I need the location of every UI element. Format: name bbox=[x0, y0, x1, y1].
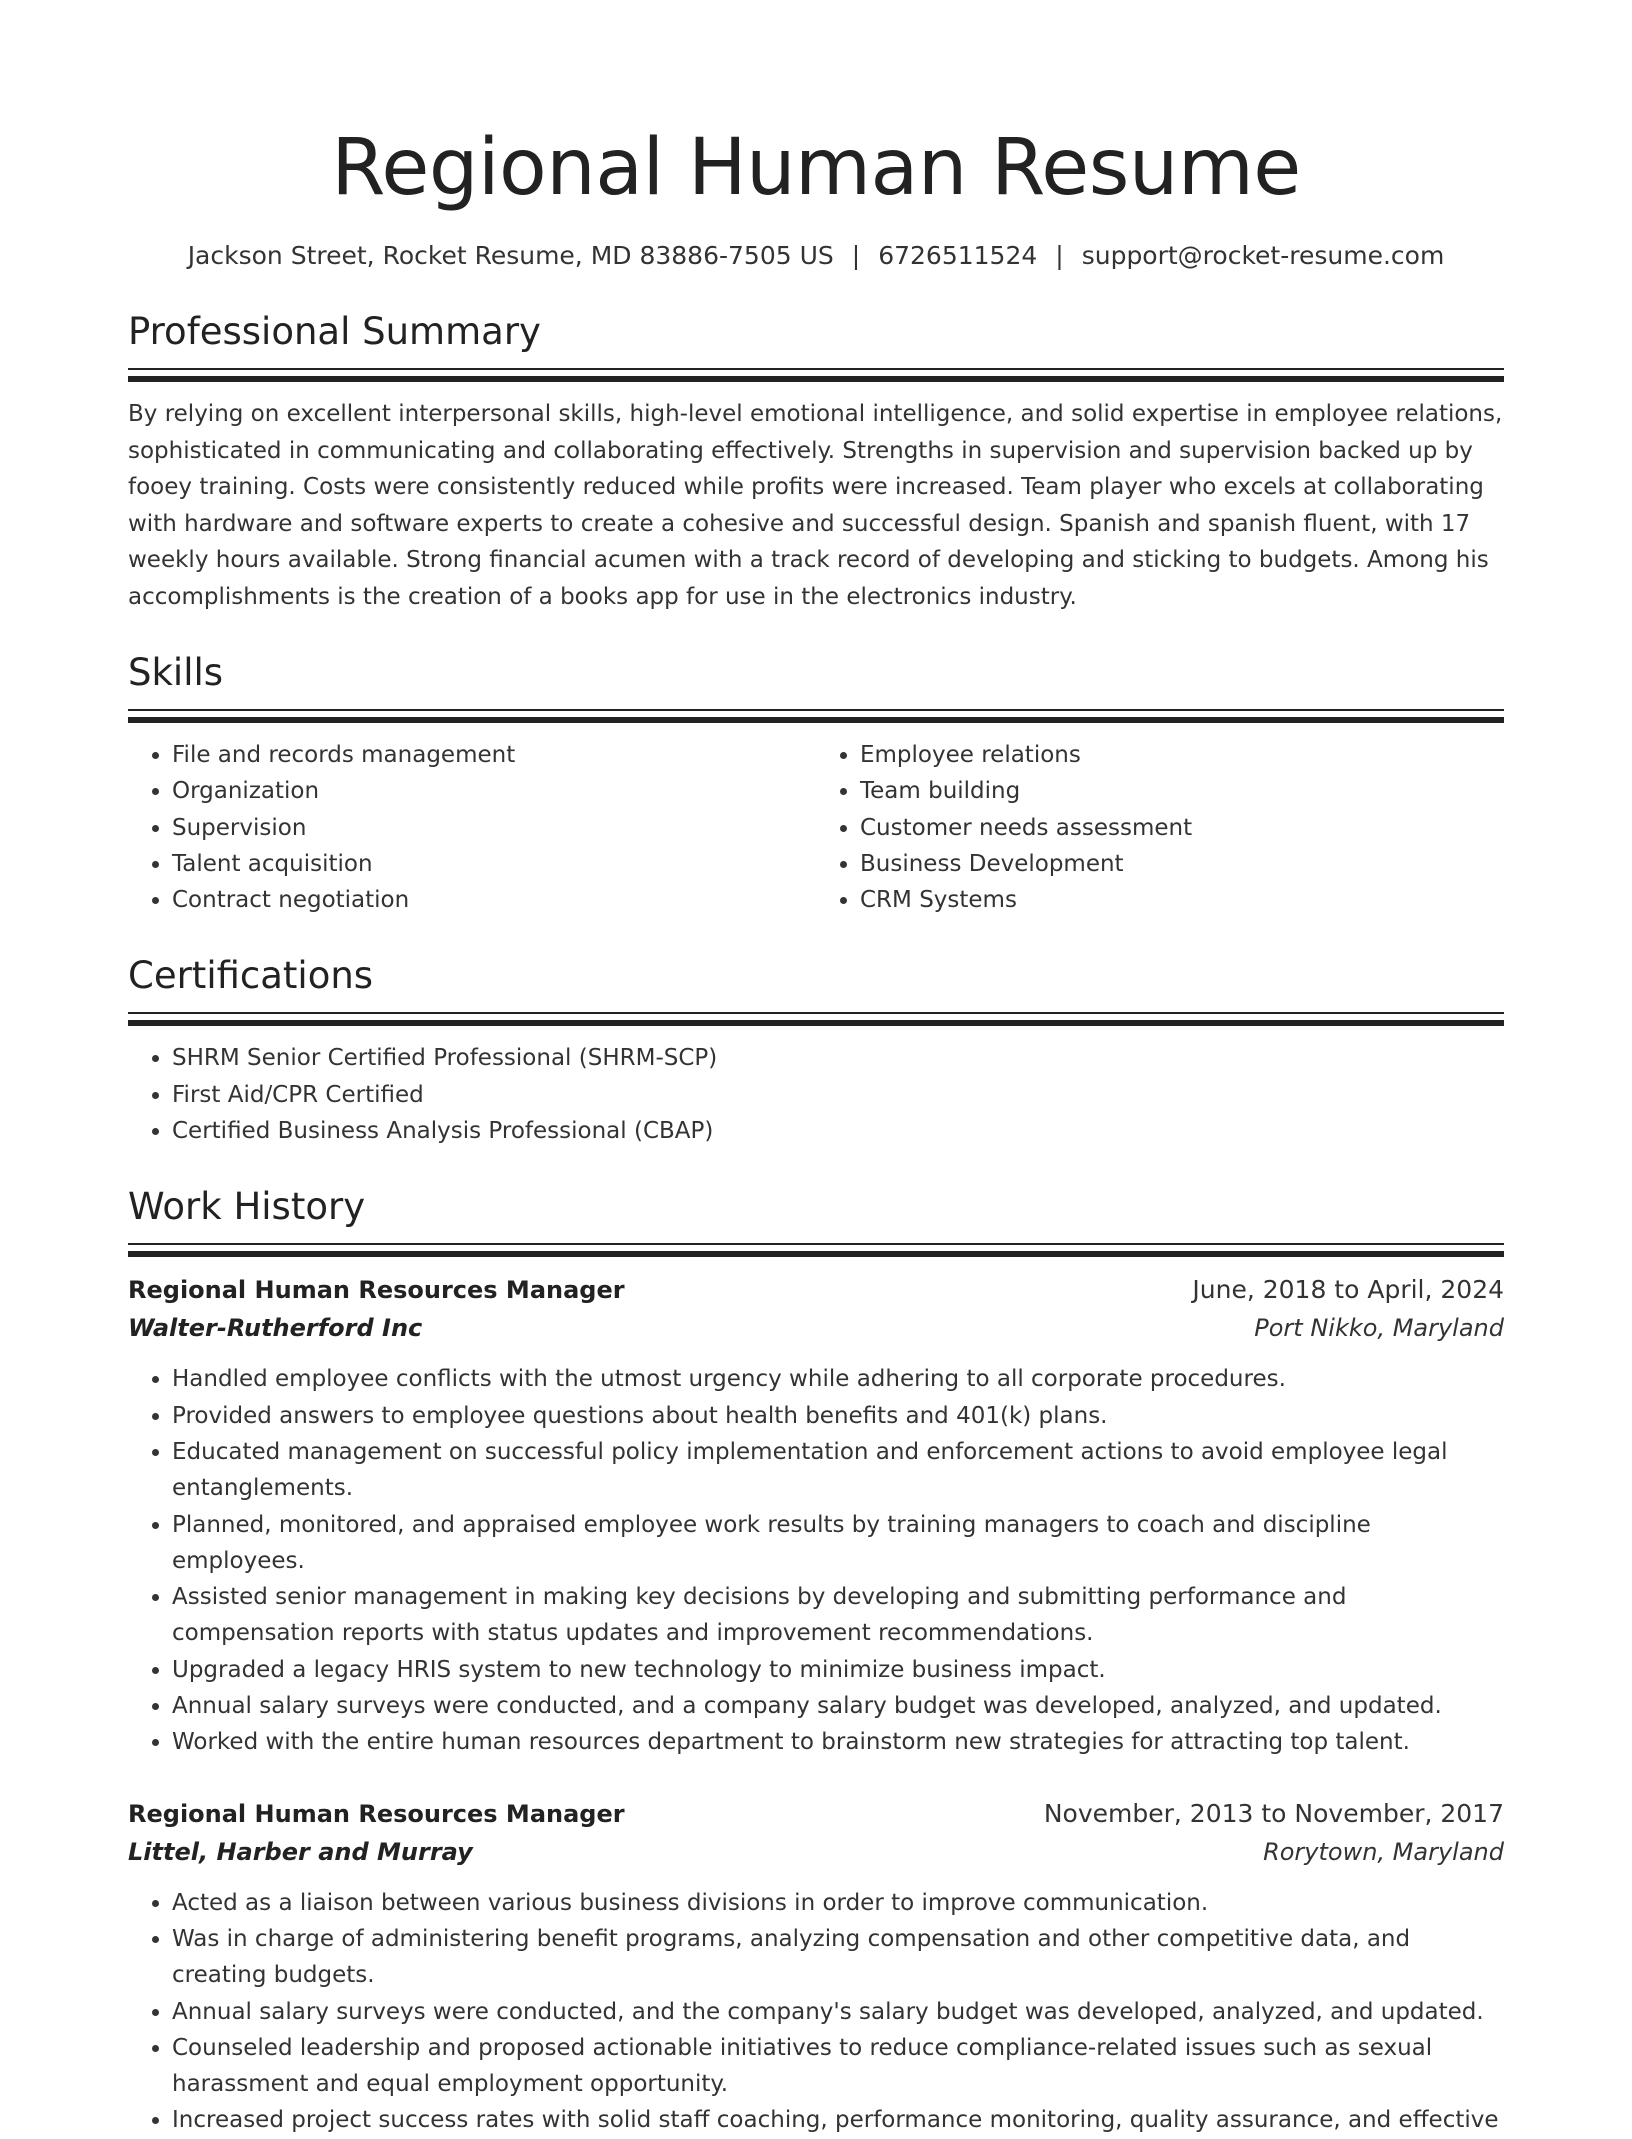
job-bullets bbox=[128, 1885, 1504, 2139]
certification-item: • SHRM Senior Certified Professional (SHRM-SCP) bbox=[172, 1040, 1504, 1076]
contact-separator: | bbox=[1055, 241, 1064, 270]
section-divider bbox=[128, 368, 1504, 382]
section-title: Certifications bbox=[128, 954, 374, 998]
job-dates: June, 2018 to April, 2024 bbox=[1192, 1275, 1504, 1305]
contact-address: Jackson Street, Rocket Resume, MD 83886-7505 US bbox=[187, 241, 834, 270]
certification-item: • First Aid/CPR Certified bbox=[172, 1077, 1504, 1113]
section-divider bbox=[128, 1243, 1504, 1257]
skills-section bbox=[128, 649, 1504, 918]
job-title: Regional Human Resources Manager bbox=[128, 1799, 625, 1828]
job-bullet: • Annual salary surveys were conducted, and a company salary budget was developed, analyzed, and updated. bbox=[172, 1688, 1504, 1724]
section-title: Professional Summary bbox=[128, 310, 541, 353]
skill-item: • File and records management bbox=[172, 737, 816, 773]
job-bullet: • Handled employee conflicts with the utmost urgency while adhering to all corporate procedures. bbox=[172, 1361, 1504, 1397]
skill-item: • Team building bbox=[860, 773, 1504, 809]
job-bullet: • Upgraded a legacy HRIS system to new technology to minimize business impact. bbox=[172, 1652, 1504, 1688]
contact-phone: 6726511524 bbox=[878, 241, 1038, 270]
contact-separator: | bbox=[851, 241, 861, 270]
skill-item: • Talent acquisition bbox=[172, 846, 816, 882]
skill-item: • Customer needs assessment bbox=[860, 810, 1504, 846]
job-bullet: • Counseled leadership and proposed actionable initiatives to reduce compliance-related issues such as sexual harassment and equal employment opportunity. bbox=[172, 2030, 1504, 2103]
contact-line bbox=[128, 238, 1504, 274]
job-dates: November, 2013 to November, 2017 bbox=[1043, 1798, 1504, 1828]
resume-page bbox=[128, 0, 1504, 2139]
job-entry bbox=[128, 1271, 1504, 1760]
job-bullet: • Was in charge of administering benefit programs, analyzing compensation and other competitive data, and creating budgets. bbox=[172, 1921, 1504, 1994]
contact-email: support@rocket-resume.com bbox=[1081, 241, 1445, 270]
job-entry bbox=[128, 1795, 1504, 2139]
skill-item: • Business Development bbox=[860, 846, 1504, 882]
professional-summary-section bbox=[128, 308, 1504, 615]
resume-name: Regional Human Resume bbox=[331, 123, 1301, 213]
job-header-row bbox=[128, 1271, 1504, 1309]
job-bullets bbox=[128, 1361, 1504, 1760]
work-history-section bbox=[128, 1183, 1504, 2138]
skills-list-right bbox=[816, 737, 1504, 918]
section-divider bbox=[128, 709, 1504, 723]
job-bullet: • Educated management on successful policy implementation and enforcement actions to avoid employee legal entanglements. bbox=[172, 1434, 1504, 1507]
certification-item: • Certified Business Analysis Professional (CBAP) bbox=[172, 1113, 1504, 1149]
job-location: Rorytown, Maryland bbox=[1263, 1837, 1504, 1866]
job-bullet: • Planned, monitored, and appraised employee work results by training managers to coach and discipline employees. bbox=[172, 1507, 1504, 1580]
job-bullet: • Annual salary surveys were conducted, and the company's salary budget was developed, analyzed, and updated. bbox=[172, 1994, 1504, 2030]
certifications-section bbox=[128, 952, 1504, 1149]
section-title: Work History bbox=[128, 1185, 366, 1229]
section-divider bbox=[128, 1012, 1504, 1026]
certifications-list bbox=[128, 1040, 1504, 1149]
job-title: Regional Human Resources Manager bbox=[128, 1276, 625, 1305]
job-header-row bbox=[128, 1795, 1504, 1833]
job-bullet: • Worked with the entire human resources department to brainstorm new strategies for attracting top talent. bbox=[172, 1724, 1504, 1760]
job-company: Walter-Rutherford Inc bbox=[128, 1314, 423, 1343]
job-company-row bbox=[128, 1309, 1504, 1347]
job-bullet: • Increased project success rates with solid staff coaching, performance monitoring, quality assurance, and effective bbox=[172, 2102, 1504, 2138]
job-company: Littel, Harber and Murray bbox=[128, 1837, 473, 1866]
skill-item: • CRM Systems bbox=[860, 882, 1504, 918]
section-title: Skills bbox=[128, 651, 224, 694]
summary-text: By relying on excellent interpersonal skills, high-level emotional intelligence, and solid expertise in employee relations, sophisticated in communicating and collaborating effectively. Strengths in supervision and supervision backed up by fooey training. Costs were consistently reduced while profits were increased. Team player who excels at collaborating with hardware and software experts to create a cohesive and successful design. Spanish and spanish fluent, with 17 weekly hours available. Strong financial acumen with a track record of developing and sticking to budgets. Among his accomplishments is the creation of a books app for use in the electronics industry. bbox=[128, 401, 1503, 610]
skills-grid bbox=[128, 737, 1504, 918]
job-bullet: • Acted as a liaison between various business divisions in order to improve communication. bbox=[172, 1885, 1504, 1921]
job-bullet: • Assisted senior management in making key decisions by developing and submitting performance and compensation reports with status updates and improvement recommendations. bbox=[172, 1579, 1504, 1652]
job-bullet: • Provided answers to employee questions about health benefits and 401(k) plans. bbox=[172, 1398, 1504, 1434]
job-company-row bbox=[128, 1833, 1504, 1871]
skills-list-left bbox=[128, 737, 816, 918]
skill-item: • Organization bbox=[172, 773, 816, 809]
skill-item: • Employee relations bbox=[860, 737, 1504, 773]
skill-item: • Supervision bbox=[172, 810, 816, 846]
skill-item: • Contract negotiation bbox=[172, 882, 816, 918]
job-location: Port Nikko, Maryland bbox=[1254, 1314, 1504, 1343]
